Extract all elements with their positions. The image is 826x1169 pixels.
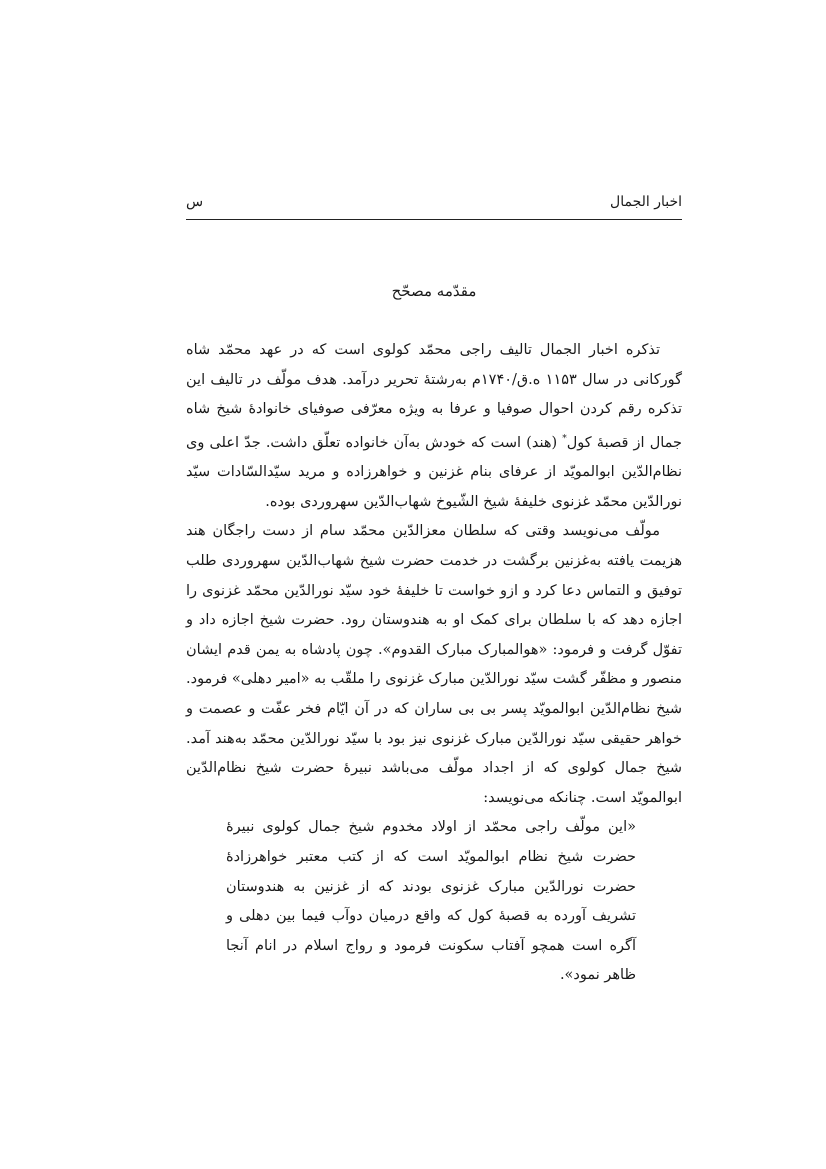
body-text [186,336,682,991]
section-title: مقدّمه مصحّح [391,282,477,300]
running-header [186,190,682,220]
running-header-title: اخبار الجمال [610,194,682,210]
block-quote: «این مولّف راجی محمّد از اولاد مخدوم شیخ جمال کولوی نبیرهٔ حضرت شیخ نظام ابوالمویّد است که از کتب معتبر خواهرزادهٔ حضرت نورالدّین مبارک غزنوی بودند که از غزنین به هندوستان تشریف آورده به قصبهٔ کول که واقع درمیان دوآب فیما بین دهلی و آگره است همچو آفتاب سکونت فرمود و رواج اسلام در انام آنجا ظاهر نمود». [226,819,636,984]
page-number: س [186,194,204,210]
header-rule [186,219,682,220]
paragraph-2: مولّف می‌نویسد وقتی که سلطان معزالدّین محمّد سام از دست راجگان هند هزیمت یافته به‌غزنین برگشت در خدمت حضرت شیخ شهاب‌الدّین سهروردی طلب توفیق و التماس دعا کرد و ازو خواست تا خلیفهٔ خود سیّد نورالدّین محمّد غزنوی را اجازه دهد که با سلطان برای کمک او به هندوستان رود. حضرت شیخ اجازه داد و تفوّل گرفت و فرمود: «هوالمبارک مبارک القدوم». چون پادشاه به یمن قدم ایشان منصور و مظفّر گشت سیّد نورالدّین مبارک غزنوی را ملقّب به «امیر دهلی» فرمود. شیخ نظام‌الدّین ابوالمویّد پسر بی بی ساران که در آن ایّام فخر عفّت و عصمت و خواهر حقیقی سیّد نورالدّین مبارک غزنوی نیز بود با سیّد نورالدّین محمّد به‌هند آمد. شیخ جمال کولوی که از اجداد مولّف می‌باشد نبیرهٔ حضرت شیخ نظام‌الدّین ابوالمویّد است. چنانکه می‌نویسد: [186,523,682,806]
paragraph-1-text-b: (هند) است که خودش به‌آن خانواده تعلّق داشت. جدّ اعلی وی نظام‌الدّین ابوالمویّد از عرفای بنام غزنین و خواهرزاده و مرید سیّدالسّادات سیّد نورالدّین محمّد غزنوی خلیفهٔ شیخ الشّیوخ شهاب‌الدّین سهروردی بوده. [186,434,682,510]
paragraph-1-text-a: تذکره اخبار الجمال تالیف راجی محمّد کولوی است که در عهد محمّد شاه گورکانی در سال ۱۱۵۳ ه.ق/۱۷۴۰م به‌رشتهٔ تحریر درآمد. هدف مولّف در تالیف این تذکره رقم کردن احوال صوفیا و عرفا به ویژه معرّفی صوفیای خانوادهٔ شیخ شاه جمال از قصبهٔ کول [186,342,682,451]
footnote-mark: * [562,433,567,444]
paragraph-1 [186,336,682,517]
